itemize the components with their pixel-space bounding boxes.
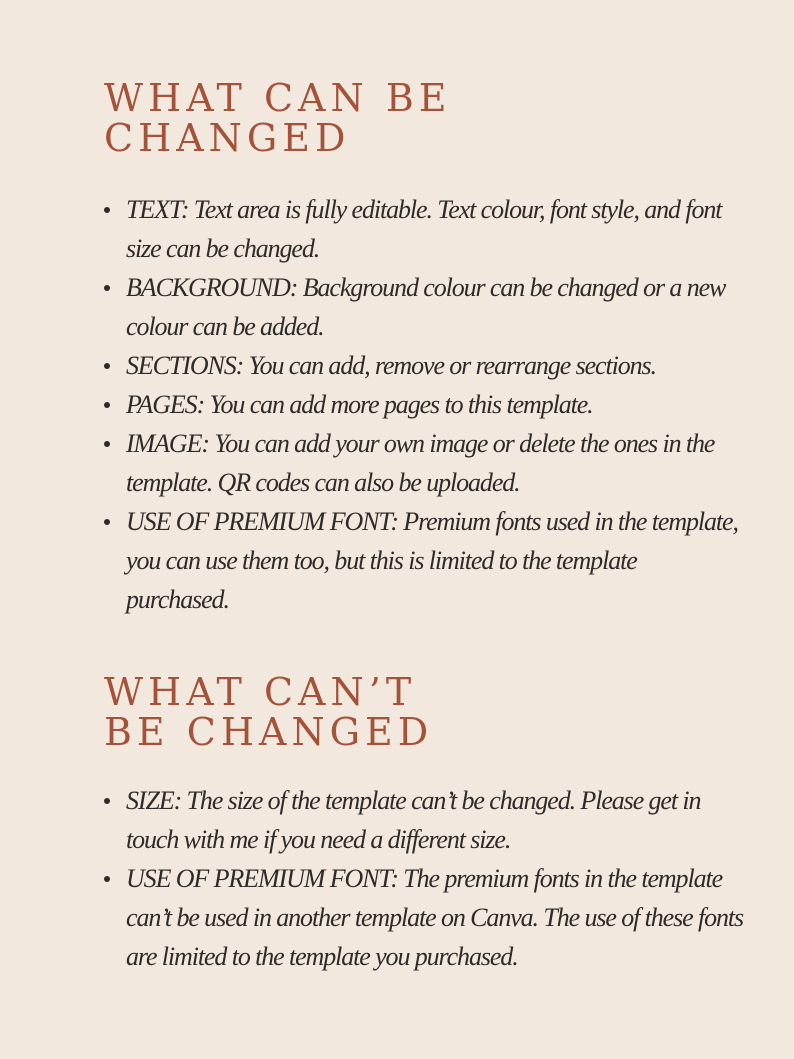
list-item-background [104, 268, 744, 346]
list-item-premium-font [104, 502, 744, 619]
heading-line: BE CHANGED [104, 710, 434, 754]
section-heading-what-cant-be-changed [104, 672, 433, 752]
bullet-icon [104, 363, 110, 369]
bullet-icon [104, 402, 110, 408]
list-item-label: USE OF PREMIUM FONT: The premium fonts in the template can’t be used in another template on Canva. The use of these fonts are limited to the template you purchased. [126, 864, 744, 971]
section-heading-what-can-be-changed [104, 78, 452, 158]
bullet-icon [104, 285, 110, 291]
bullet-icon [104, 876, 110, 882]
list-item-label: IMAGE: You can add your own image or delete the ones in the template. QR codes can also be uploaded. [126, 429, 715, 497]
heading-line: WHAT CAN’T [104, 670, 417, 714]
list-item-size [104, 781, 744, 859]
list-item-label: TEXT: Text area is fully editable. Text colour, font style, and font size can be changed. [126, 195, 722, 263]
bullet-icon [104, 207, 110, 213]
list-item-pages [104, 385, 744, 424]
cant-change-list [104, 781, 744, 976]
bullet-icon [104, 441, 110, 447]
list-item-premium-font [104, 859, 744, 976]
list-item-label: PAGES: You can add more pages to this template. [126, 390, 593, 419]
can-change-list [104, 190, 744, 619]
bullet-icon [104, 519, 110, 525]
heading-line: WHAT CAN BE [104, 76, 452, 120]
list-item-label: USE OF PREMIUM FONT: Premium fonts used in the template, you can use them too, but this is limited to the template purchased. [126, 507, 738, 614]
list-item-text [104, 190, 744, 268]
list-item-sections [104, 346, 744, 385]
list-item-label: SIZE: The size of the template can’t be changed. Please get in touch with me if you need a different size. [126, 786, 701, 854]
bullet-icon [104, 798, 110, 804]
list-item-label: SECTIONS: You can add, remove or rearrange sections. [126, 351, 656, 380]
heading-line: CHANGED [104, 116, 351, 160]
list-item-label: BACKGROUND: Background colour can be changed or a new colour can be added. [126, 273, 726, 341]
list-item-image [104, 424, 744, 502]
